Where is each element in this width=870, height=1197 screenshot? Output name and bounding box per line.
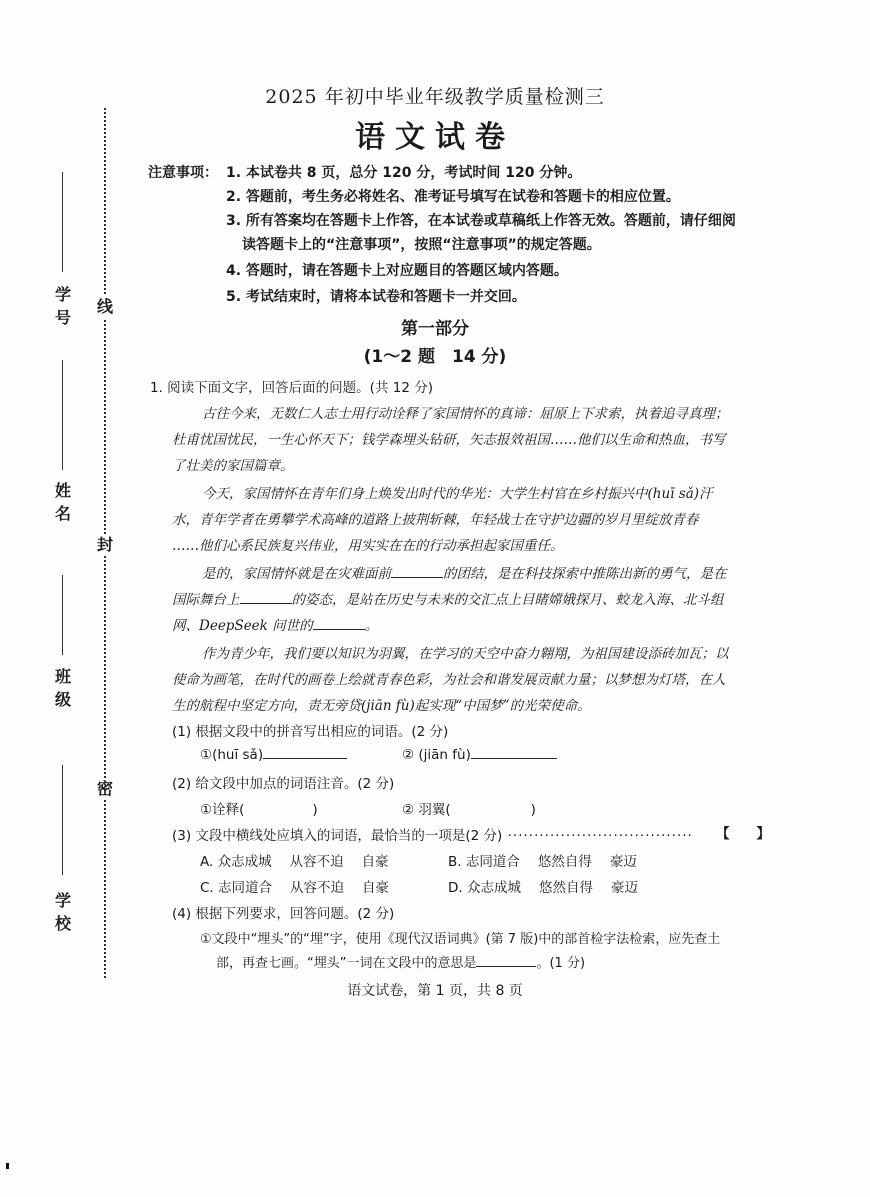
sub4-line: ①文段中“埋头”的“埋”字，使用《现代汉语词典》(第 7 版)中的部首检字法检索，应先查土 bbox=[200, 932, 721, 947]
sub1-a: ①(huī sǎ) bbox=[200, 746, 347, 763]
sub-question-1: (1) 根据文段中的拼音写出相应的词语。(2 分) bbox=[172, 724, 449, 740]
school-blank bbox=[62, 765, 63, 875]
passage-line-blank: 国际舞台上 的姿态，是站在历史与未来的交汇点上目睹嫦娥探月、蛟龙入海、北斗组 bbox=[172, 592, 724, 608]
passage-line-blank: 网、DeepSeek 问世的 。 bbox=[172, 618, 379, 634]
answer-blank[interactable] bbox=[263, 746, 347, 759]
passage-line: 杜甫忧国忧民，一生心怀天下；钱学森埋头钻研，矢志报效祖国……他们以生命和热血，书写 bbox=[172, 432, 726, 448]
sub-question-3: (3) 文段中横线处应填入的词语，最恰当的一项是(2 分) ··································· bbox=[172, 828, 693, 844]
q1-intro: 1. 阅读下面文字，回答后面的问题。(共 12 分) bbox=[150, 380, 433, 396]
passage-line: 作为青少年，我们要以知识为羽翼，在学习的天空中奋力翱翔，为祖国建设添砖加瓦；以 bbox=[202, 646, 729, 662]
note-item: 4. 答题时，请在答题卡上对应题目的答题区域内答题。 bbox=[226, 263, 568, 279]
binding-word-secret: 密 bbox=[92, 778, 118, 800]
option-c[interactable]: C. 志同道合 从容不迫 自豪 bbox=[200, 880, 390, 896]
answer-blank[interactable] bbox=[471, 746, 557, 759]
note-item: 2. 答题前，考生务必将姓名、准考证号填写在试卷和答题卡的相应位置。 bbox=[226, 189, 680, 205]
answer-blank[interactable] bbox=[391, 565, 443, 578]
name-blank bbox=[62, 360, 63, 470]
answer-bracket[interactable]: 【 】 bbox=[716, 826, 770, 842]
passage-line: 使命为画笔，在时代的画卷上绘就青春色彩，为社会和谐发展贡献力量；以梦想为灯塔，在人 bbox=[172, 672, 726, 688]
page-footer: 语文试卷，第 1 页，共 8 页 bbox=[347, 983, 523, 999]
sub-question-4: (4) 根据下列要求，回答问题。(2 分) bbox=[172, 906, 395, 922]
exam-title: 2025 年初中毕业年级教学质量检测三 bbox=[265, 86, 605, 108]
answer-blank[interactable] bbox=[476, 954, 536, 967]
passage-line: 今天，家国情怀在青年们身上焕发出时代的华光：大学生村官在乡村振兴中(huī sǎ)汗 bbox=[202, 486, 713, 502]
name-label: 姓 名 bbox=[54, 481, 71, 523]
sub1-b: ② (jiān fù) bbox=[402, 746, 557, 763]
answer-blank[interactable] bbox=[313, 617, 365, 630]
subject-title: 语文试卷 bbox=[355, 120, 515, 155]
note-item: 1. 本试卷共 8 页，总分 120 分，考试时间 120 分钟。 bbox=[226, 165, 582, 181]
sub2-b: ② 羽翼( ) bbox=[402, 802, 536, 818]
passage-line: 古往今来，无数仁人志士用行动诠释了家国情怀的真谛：屈原上下求索，执着追寻真理； bbox=[202, 406, 729, 422]
passage-line: 生的航程中坚定方向，责无旁贷(jiān fù)起实现“中国梦”的光荣使命。 bbox=[172, 698, 591, 714]
sub4-line: 部，再查七画。“埋头”一词在文段中的意思是 。(1 分) bbox=[216, 956, 586, 971]
option-a[interactable]: A. 众志成城 从容不迫 自豪 bbox=[200, 854, 389, 870]
sub2-a: ①诠释( ) bbox=[200, 802, 318, 818]
answer-blank[interactable] bbox=[240, 591, 292, 604]
passage-line: 了壮美的家国篇章。 bbox=[172, 458, 294, 474]
binding-word-line: 线 bbox=[92, 296, 118, 318]
note-item: 5. 考试结束时，请将本试卷和答题卡一并交回。 bbox=[226, 289, 526, 305]
passage-line: ……他们心系民族复兴伟业，用实实在在的行动承担起家国重任。 bbox=[172, 538, 564, 554]
option-d[interactable]: D. 众志成城 悠然自得 豪迈 bbox=[448, 880, 638, 896]
part-subtitle: (1～2 题 14 分) bbox=[363, 347, 507, 367]
part-title: 第一部分 bbox=[401, 319, 469, 339]
notes-label: 注意事项： bbox=[148, 165, 218, 181]
scan-speck bbox=[6, 1163, 9, 1169]
student-id-label: 学 号 bbox=[54, 285, 71, 327]
note-item: 读答题卡上的“注意事项”，按照“注意事项”的规定答题。 bbox=[242, 237, 601, 253]
student-id-blank bbox=[62, 172, 63, 272]
passage-line: 水，青年学者在勇攀学术高峰的道路上披荆斩棘，年轻战士在守护边疆的岁月里绽放青春 bbox=[172, 512, 699, 528]
note-item: 3. 所有答案均在答题卡上作答，在本试卷或草稿纸上作答无效。答题前，请仔细阅 bbox=[226, 213, 736, 229]
passage-line-blank: 是的，家国情怀就是在灾难面前 的团结，是在科技探索中推陈出新的勇气，是在 bbox=[202, 566, 727, 582]
option-b[interactable]: B. 志同道合 悠然自得 豪迈 bbox=[448, 854, 637, 870]
school-label: 学 校 bbox=[54, 891, 71, 933]
sub-question-2: (2) 给文段中加点的词语注音。(2 分) bbox=[172, 776, 395, 792]
class-label: 班 级 bbox=[54, 667, 71, 709]
class-blank bbox=[62, 575, 63, 655]
binding-word-seal: 封 bbox=[92, 534, 118, 556]
